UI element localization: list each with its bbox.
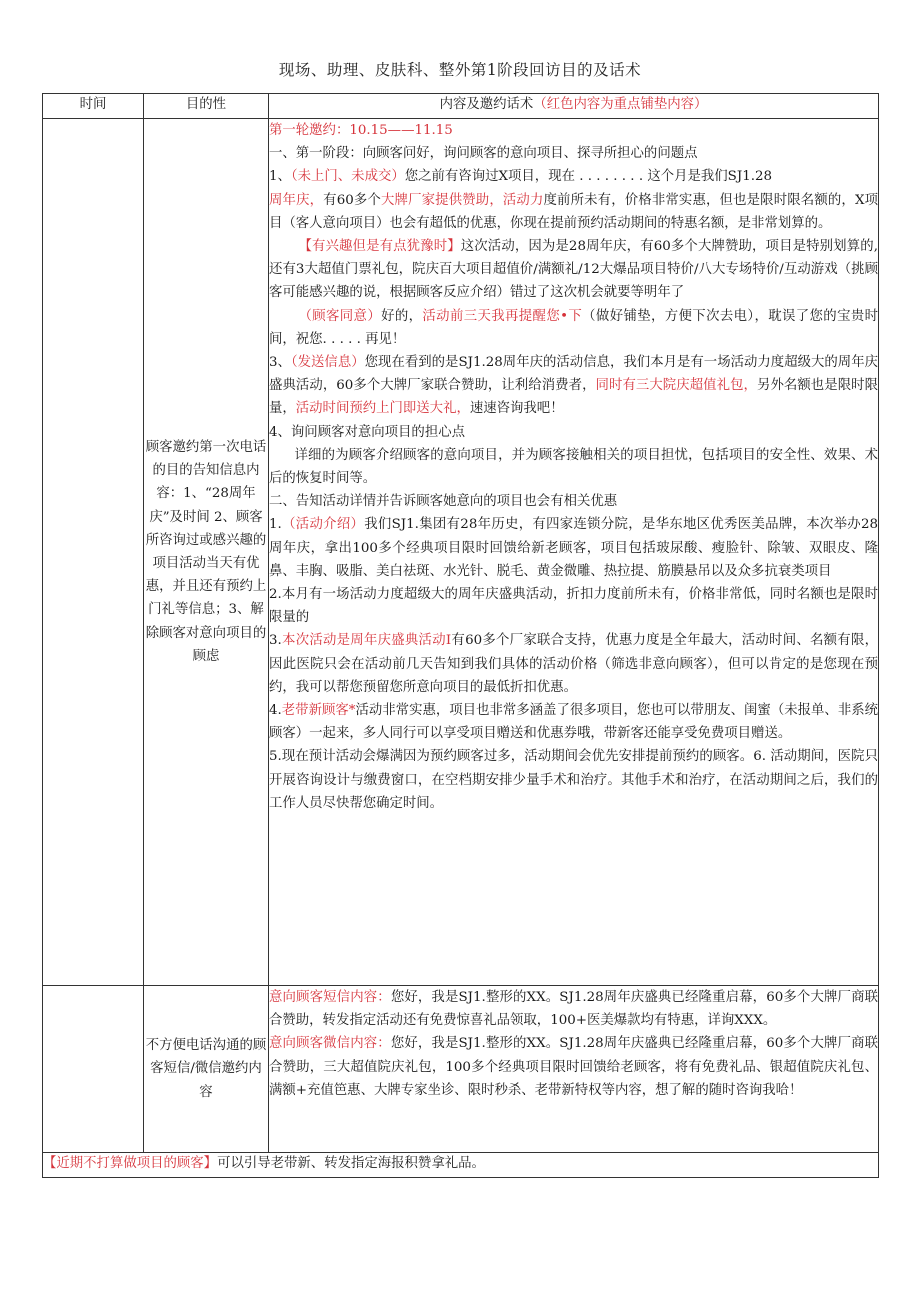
highlight: （活动介绍） (281, 517, 365, 533)
para-3 (269, 305, 878, 351)
text: 3. (269, 633, 282, 649)
stage2-item-1 (269, 513, 878, 583)
header-content-main: 内容及邀约话术 (439, 97, 534, 112)
text: 好的， (381, 308, 423, 324)
highlight: （发送信息） (290, 355, 365, 371)
highlight: 【有兴趣但是有点犹豫时】 (298, 239, 461, 255)
highlight: 同时有三大院庆超值礼包， (595, 378, 757, 394)
text: 4. (269, 703, 282, 719)
text: 这次活动，因为是28周年庆，有60多个大牌赞助，项目是特别划算的,还有3大超值门票礼包，院庆百大项目超值价/满额礼/12大爆品项目特价/八大专场特价/互动游戏（挑顾客可能感兴趣的说，根据顾客反应介绍）错过了这次机会就要等明年了 (269, 239, 878, 301)
round-title: 第一轮邀约：10.15——11.15 (269, 123, 453, 138)
script-table (42, 93, 879, 1178)
header-content (269, 94, 879, 119)
highlight: （顾客同意） (298, 308, 382, 324)
footer-highlight: 【近期不打算做项目的顾客】 (43, 1156, 218, 1171)
header-purpose: 目的性 (144, 94, 269, 119)
sms-content (269, 986, 878, 1032)
text: 有60多个厂家联合支持，优惠力度是全年最大，活动时间、名额有限，因此医院只会在活动前几天告知到我们具体的活动价格（筛选非意向顾客），但可以肯定的是您现在预约，我可以帮您预留您所意向项目的最低折扣优惠。 (269, 633, 878, 695)
highlight: 意向顾客微信内容： (269, 1036, 391, 1052)
para-1 (269, 165, 878, 235)
highlight: 活动前三天我再提醒您•下 (422, 308, 583, 324)
para-4 (269, 351, 878, 421)
header-content-note: （红色内容为重点铺垫内容） (533, 97, 708, 112)
time-cell-1 (43, 119, 144, 986)
para-5: 详细的为顾客介绍顾客的意向项目，并为顾客接触相关的项目担忧，包括项目的安全性、效果、术后的恢复时间等。 (269, 447, 878, 487)
purpose-cell-2 (144, 986, 269, 1153)
text: 度前所未有，价格非常实惠，但也是限时限名额的，X项目（客人意向项目）也会有超低的优惠，你现在提前预约活动期间的特惠名额，是非常划算的。 (269, 192, 879, 231)
footer-text: 可以引导老带新、转发指定海报积赞拿礼品。 (217, 1156, 485, 1171)
text: 您之前有咨询过X项目，现在 . . . . . . . . 这个月是我们SJ1.28 (404, 169, 773, 185)
highlight: 意向顾客短信内容： (269, 990, 391, 1005)
time-cell-2 (43, 986, 144, 1153)
table-row-message (43, 986, 879, 1153)
text: 1. (269, 517, 282, 533)
text: 我们SJ1.集团有28年历史，有四家连锁分院，是华东地区优秀医美品牌，本次举办28周年庆，拿出100多个经典项目限时回馈给新老顾客，项目包括玻尿酸、瘦脸针、除皱、双眼皮、隆鼻、丰胸、吸脂、美白祛斑、水光针、脱毛、黄金微雕、热拉提、筋膜悬吊以及众多抗衰类项目 (269, 517, 878, 579)
text: 您好，我是SJ1.整形的XX。SJ1.28周年庆盛典已经隆重启幕，60多个大牌厂商联合赞助，转发指定活动还有免费惊喜礼品领取，100+医美爆款均有特惠，详询XXX。 (269, 990, 878, 1029)
table-row-phone (43, 119, 879, 986)
stage2-item-2: 2.本月有一场活动力度超级大的周年庆盛典活动，折扣力度前所未有，价格非常低，同时名额也是限时限量的 (269, 587, 878, 626)
footer-cell (43, 1153, 879, 1178)
stage1-item-4: 4、询问顾客对意向项目的担心点 (269, 424, 465, 440)
text: （做好铺垫，方便下次去电），耽误了您的宝贵时间，祝您. . . . . 再见！ (269, 308, 879, 347)
text: 您好，我是SJ1.整形的XX。SJ1.28周年庆盛典已经隆重启幕，60多个大牌厂商联合赞助，三大超值院庆礼包，100多个经典项目限时回馈给老顾客，将有免费礼品、银超值院庆礼包、满额+充值笆惠、大牌专家坐诊、限时秒杀、老带新特权等内容，想了解的随时咨询我哈！ (269, 1036, 878, 1098)
stage2-item-3 (269, 629, 878, 699)
highlight: 活动时间预约上门即送大礼， (295, 401, 470, 417)
highlight: 老带新顾客* (281, 703, 356, 719)
page-title: 现场、助理、皮肤科、整外第1阶段回访目的及话术 (278, 61, 642, 79)
purpose-text-1: 顾客邀约第一次电话的目的告知信息内容：1、“28周年庆”及时间 2、顾客所咨询过或感兴趣的项目活动当天有优惠，并且还有预约上门礼等信息；3、解除顾客对意向项目的顾虑 (145, 439, 267, 664)
text: 您现在看到的是SJ1.28周年庆的活动信息，我们本月是有一场活动力度超级大的周年庆盛典活动，60多个大牌厂家联合赞助，让利给消费者， (269, 355, 878, 394)
highlight: （未上门、未成交） (290, 169, 405, 185)
text: 1、 (269, 169, 291, 185)
content-cell-2 (269, 986, 879, 1153)
text: 活动非常实惠，项目也非常多涵盖了很多项目，您也可以带朋友、闺蜜（未报单、非系统顾客）一起来，多人同行可以享受项目赠送和优惠券哦，带新客还能享受免费项目赠送。 (269, 703, 879, 742)
text: 3、 (269, 355, 291, 371)
stage2-item-4 (269, 699, 878, 745)
para-2 (269, 235, 878, 305)
stage2-heading: 二、告知活动详情并告诉顾客她意向的项目也会有相关优惠 (269, 494, 618, 510)
stage1-heading: 一、第一阶段：向顾客问好，询问顾客的意向项目、探寻所担心的问题点 (269, 146, 698, 162)
text: 另外名额也是限时限量， (269, 378, 879, 417)
purpose-text-2: 不方便电话沟通的顾客短信/微信邀约内容 (145, 1038, 267, 1100)
stage2-item-5: 5.现在预计活动会爆满因为预约顾客过多，活动期间会优先安排提前预约的顾客。6. 活动期间，医院只开展咨询设计与缴费窗口，在空档期安排少量手术和治疗。其他手术和治疗，在活动期间之后，我们的工作人员尽快帮您确定时间。 (269, 749, 878, 811)
header-time: 时间 (43, 94, 144, 119)
content-cell-1 (269, 119, 879, 986)
wechat-content (269, 1032, 878, 1102)
purpose-cell-1 (144, 119, 269, 986)
highlight: 大牌厂家提供赞助，活动力 (381, 192, 544, 208)
text: 速速咨询我吧！ (469, 401, 564, 417)
highlight: 本次活动是周年庆盛典活动I (281, 633, 452, 649)
table-header-row (43, 94, 879, 119)
text: 有60多个 (323, 192, 381, 208)
table-footer-row (43, 1153, 879, 1178)
highlight: 周年庆， (269, 192, 324, 208)
